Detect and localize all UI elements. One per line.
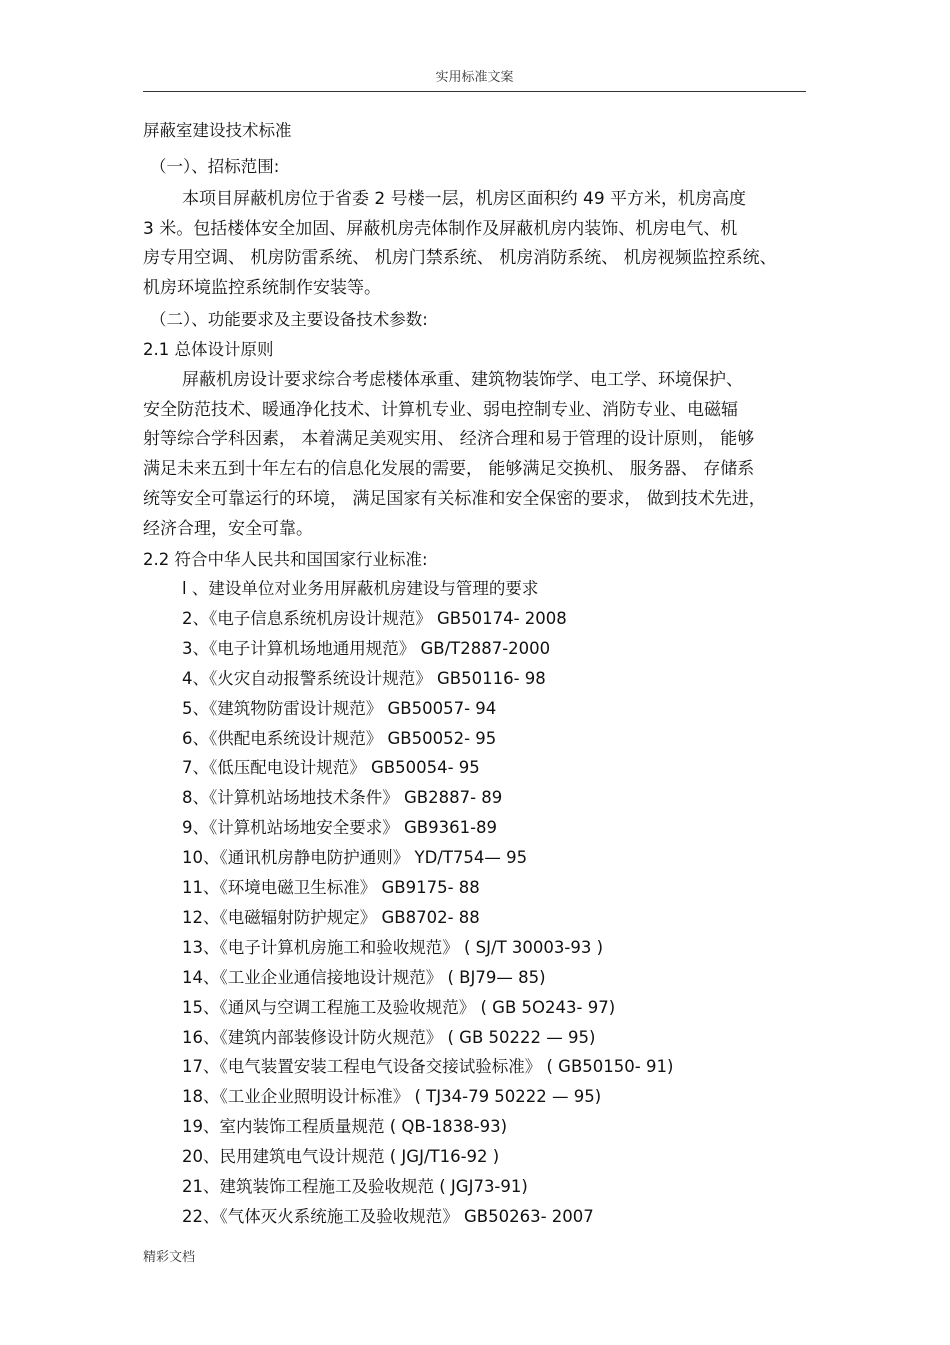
- page-header: 实用标准文案: [435, 70, 514, 85]
- standard-item: 4、《火灾自动报警系统设计规范》 GB50116- 98: [182, 668, 546, 688]
- standard-item: 7、《低压配电设计规范》 GB50054- 95: [182, 758, 480, 778]
- standard-item: 22、《气体灭火系统施工及验收规范》 GB50263- 2007: [182, 1206, 594, 1226]
- standard-item: 3、《电子计算机场地通用规范》 GB/T2887-2000: [182, 638, 551, 658]
- standard-item: 17、《电气装置安装工程电气设备交接试验标准》 ( GB50150- 91): [182, 1057, 674, 1077]
- page-footer: 精彩文档: [143, 1250, 196, 1265]
- standard-item: 19、室内装饰工程质量规范 ( QB-1838-93): [182, 1117, 508, 1137]
- standard-item: 14、《工业企业通信接地设计规范》 ( BJ79— 85): [182, 967, 546, 987]
- standard-item: 9、《计算机站场地安全要求》 GB9361-89: [182, 818, 498, 838]
- standard-item: 18、《工业企业照明设计标准》 ( TJ34-79 50222 — 95): [182, 1087, 602, 1107]
- subsection-2-2-heading: 2.2 符合中华人民共和国国家行业标准:: [143, 550, 428, 569]
- subsection-2-1-paragraph-line: 屏蔽机房设计要求综合考虑楼体承重、建筑物装饰学、电工学、环境保护、: [182, 370, 743, 390]
- section1-paragraph-line: 本项目屏蔽机房位于省委 2 号楼一层，机房区面积约 49 平方米，机房高度: [182, 189, 747, 209]
- standard-item: 8、《计算机站场地技术条件》 GB2887- 89: [182, 788, 503, 808]
- standard-item: 5、《建筑物防雷设计规范》 GB50057- 94: [182, 698, 497, 718]
- section1-paragraph-line: 3 米。包括楼体安全加固、屏蔽机房壳体制作及屏蔽机房内装饰、机房电气、机: [143, 219, 738, 239]
- subsection-2-1-heading: 2.1 总体设计原则: [143, 340, 274, 359]
- standard-item: 11、《环境电磁卫生标准》 GB9175- 88: [182, 878, 480, 897]
- standard-item: 2、《电子信息系统机房设计规范》 GB50174- 2008: [182, 608, 567, 628]
- standard-item: 13、《电子计算机房施工和验收规范》 ( SJ/T 30003-93 ): [182, 937, 604, 957]
- section1-heading: （一）、招标范围:: [150, 157, 280, 176]
- section1-paragraph-line: 机房环境监控系统制作安装等。: [143, 278, 381, 298]
- document-title: 屏蔽室建设技术标准: [143, 121, 292, 140]
- subsection-2-1-paragraph-line: 满足未来五到十年左右的信息化发展的需要， 能够满足交换机、 服务器、 存储系: [143, 459, 755, 479]
- standard-item: 20、民用建筑电气设计规范 ( JGJ/T16-92 ): [182, 1147, 500, 1167]
- standard-item: 16、《建筑内部装修设计防火规范》 ( GB 50222 — 95): [182, 1027, 596, 1047]
- subsection-2-1-paragraph-line: 经济合理，安全可靠。: [143, 519, 313, 539]
- standard-item: 6、《供配电系统设计规范》 GB50052- 95: [182, 728, 497, 748]
- section2-heading: （二）、功能要求及主要设备技术参数:: [150, 310, 428, 329]
- subsection-2-1-paragraph-line: 射等综合学科因素， 本着满足美观实用、 经济合理和易于管理的设计原则， 能够: [143, 429, 755, 449]
- section1-paragraph-line: 房专用空调、 机房防雷系统、 机房门禁系统、 机房消防系统、 机房视频监控系统、: [143, 248, 777, 268]
- header-rule: [143, 91, 806, 92]
- standard-item: 10、《通讯机房静电防护通则》 YD/T754— 95: [182, 848, 528, 868]
- standard-item: 21、建筑装饰工程施工及验收规范 ( JGJ73-91): [182, 1177, 528, 1196]
- standard-item: l 、建设单位对业务用屏蔽机房建设与管理的要求: [182, 579, 539, 598]
- standard-item: 12、《电磁辐射防护规定》 GB8702- 88: [182, 907, 480, 927]
- standard-item: 15、《通风与空调工程施工及验收规范》 ( GB 5O243- 97): [182, 997, 616, 1017]
- subsection-2-1-paragraph-line: 安全防范技术、暖通净化技术、计算机专业、弱电控制专业、消防专业、电磁辐: [143, 400, 738, 420]
- subsection-2-1-paragraph-line: 统等安全可靠运行的环境， 满足国家有关标准和安全保密的要求， 做到技术先进，: [143, 489, 766, 509]
